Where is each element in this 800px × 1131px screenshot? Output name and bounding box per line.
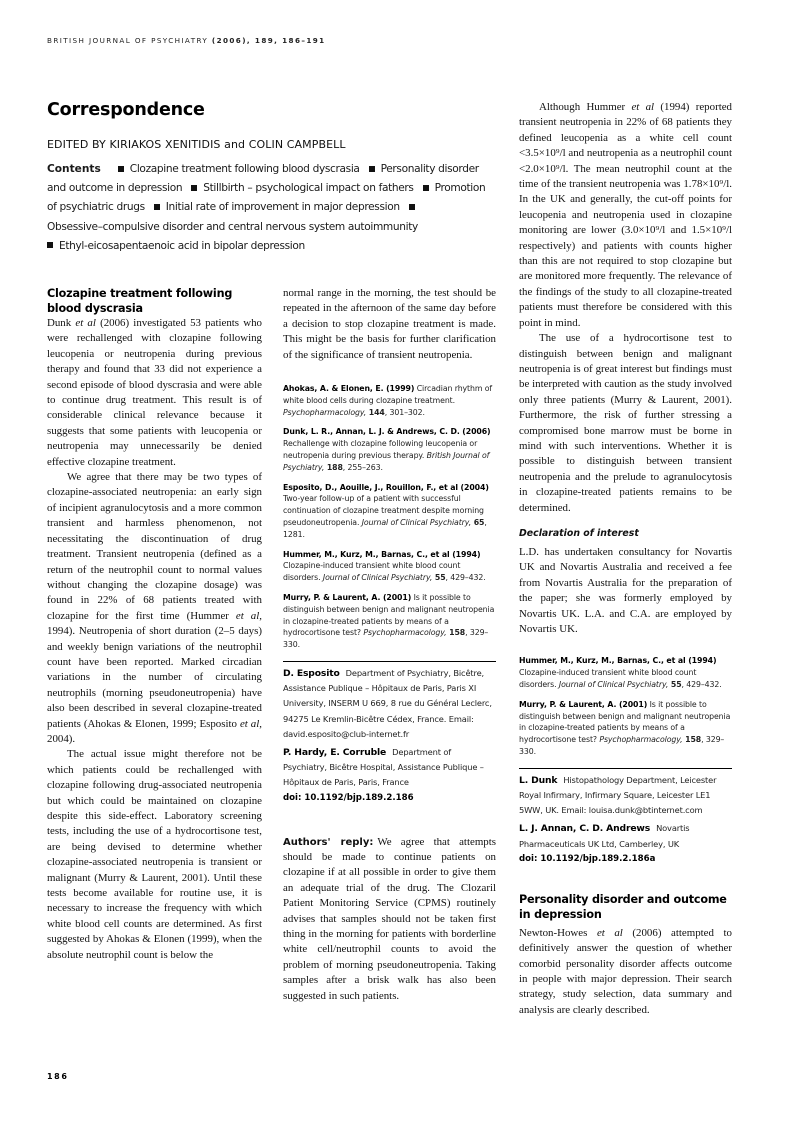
bullet-icon	[47, 242, 53, 248]
column-2	[283, 286, 496, 1004]
reply-label: Authors' reply:	[283, 836, 374, 848]
column-3	[519, 100, 732, 1018]
letter-paragraph: Newton-Howes et al (2006) attempted to definitively answer the question of whether comorbid personality disorder affects outcome in people with major depression. Their search strategy, study selection, data summary and analysis are clearly described.	[519, 926, 732, 1016]
editor-2: COLIN CAMPBELL	[248, 138, 346, 151]
letter-paragraph: normal range in the morning, the test should be repeated in the afternoon of the same day before a decision to stop clozapine treatment is made. This might be the basis for further clarification of the significance of transient neutropenia.	[283, 287, 496, 361]
contents-item[interactable]: Initial rate of improvement in major depression	[165, 201, 400, 214]
contents-item[interactable]: Promotion of psychiatric drugs	[47, 182, 486, 214]
declaration-text: L.D. has undertaken consultancy for Novartis UK and Novartis Australia and received a fee from Novartis Australia for the preparation of the paper; she was formerly employed by Novartis UK. L.A. and C.A. are employed by Novartis UK.	[519, 545, 732, 635]
reference-item: Hummer, M., Kurz, M., Barnas, C., et al (1994) Clozapine-induced transient white blood count disorders. Journal of Clinical Psychiatry, 55, 429–432.	[519, 656, 722, 689]
reference-item: Dunk, L. R., Annan, L. J. & Andrews, C. D. (2006) Rechallenge with clozapine following leucopenia or neutropenia during previous therapy. British Journal of Psychiatry, 188, 255–263.	[283, 427, 491, 472]
running-head	[47, 36, 326, 45]
contents-item[interactable]: Clozapine treatment following blood dyscrasia	[129, 163, 360, 175]
author-affiliation: L. Dunk Histopathology Department, Leicester Royal Infirmary, Infirmary Square, Leicester LE1 5WW, UK. Email: louisa.dunk@btinternet.com	[519, 774, 717, 816]
bullet-icon	[191, 185, 197, 191]
divider	[519, 768, 732, 769]
reference-item: Hummer, M., Kurz, M., Barnas, C., et al (1994) Clozapine-induced transient white blood count disorders. Journal of Clinical Psychiatry, 55, 429–432.	[283, 549, 486, 583]
column-1	[47, 286, 262, 963]
bullet-icon	[154, 204, 160, 210]
editors-and: and	[224, 138, 246, 151]
page-number: 186	[47, 1072, 69, 1081]
bullet-icon	[423, 185, 429, 191]
section-heading: Personality disorder and outcome in depression	[519, 892, 727, 921]
page-title: Correspondence	[47, 100, 205, 120]
reference-item: Ahokas, A. & Elonen, E. (1999) Circadian rhythm of white blood cells during clozapine treatment. Psychopharmacology, 144, 301–302.	[283, 384, 493, 417]
reply-paragraph: Authors' reply: We agree that attempts should be made to continue patients on clozapine if at all possible in order to give them an adequate trial of the drug. The Clozaril Patient Monitoring Service (CPMS) routinely advises that samples should not be taken first thing in the morning for patients with borderline white cell/neutrophil counts to avoid the problem of morning pseudoneutropenia. Taking samples after a brisk walk has also been suggested in such patients.	[283, 835, 497, 1002]
editors-line	[47, 138, 346, 151]
letter-paragraph: The actual issue might therefore not be which patients could be rechallenged with clozapine following drug-associated neutropenia but which could be maintained on clozapine despite this side-effect. Laboratory screening tests, including the use of a hydrocortisone test, are being devised to determine whether clozapine-associated neutropenia is transient or malignant (Murry & Laurent, 2001). Until these tests become available for routine use, it is necessary to increase the frequency with which white blood cell counts are determined. As first suggested by Ahokas & Elonen (1999), when the absolute neutrophil count is below the	[47, 748, 262, 961]
reference-item: Murry, P. & Laurent, A. (2001) Is it possible to distinguish between benign and malignant neutropenia in clozapine-treated patients by means of a hydrocortisone test? Psychopharmacology, 158, 329–330.	[283, 592, 495, 650]
reference-list	[519, 655, 732, 757]
bullet-icon	[369, 166, 375, 172]
reference-item: Murry, P. & Laurent, A. (2001) Is it possible to distinguish between benign and malignant neutropenia in clozapine-treated patients by means of a hydrocortisone test? Psychopharmacology, 158, 329–330.	[519, 699, 731, 756]
bullet-icon	[409, 204, 415, 210]
reply-paragraph: Although Hummer et al (1994) reported transient neutropenia in 22% of 68 patients they defined leucopenia as a white cell count <3.5×10⁹/l and neutropenia as a neutrophil count <2.0×10⁹/l. The mean neutrophil count at the time of the transient neutropenia was 1.78×10⁹/l. In the UK and generally, the cut-off points for leucopenia and neutropenia used in clozapine monitoring are lower (3.0×10⁹/l and 1.5×10⁹/l respectively) and patients with counts higher than this are not required to stop clozapine but are monitored more frequently. The relevance of the findings of the study to all clozapine-treated patients must therefore be considered with this point in mind.	[519, 101, 733, 329]
author-affiliation: L. J. Annan, C. D. Andrews Novartis Pharmaceuticals UK Ltd, Camberley, UK	[519, 823, 690, 849]
editor-1: EDITED BY KIRIAKOS XENITIDIS	[47, 138, 221, 151]
contents-list	[47, 160, 497, 256]
letter-paragraph: We agree that there may be two types of clozapine-associated neutropenia: an early sign of incipient agranulocytosis and a more common transient and harmless phenomenon, not necessitating the discontinuation of drug treatment. Transient neutropenia (defined as a return of the neutrophil count to normal values without changing the clozapine dosage) was found in 22% of 68 patients treated with clozapine for the first time (Hummer et al, 1994). Neutropenia of short duration (2–5 days) and weekly benign variations of the neutrophil count have been reported. Marked circadian variations in the number of circulating neutrophils (morning pseudoneutropenia) have also been described in several clozapine-treated patients (Ahokas & Elonen, 1999; Esposito et al, 2004).	[47, 471, 262, 745]
bullet-icon	[118, 166, 124, 172]
reference-item: Esposito, D., Aouille, J., Rouillon, F., et al (2004) Two-year follow-up of a patient with successful continuation of clozapine treatment despite morning pseudoneutropenia. Journal of Clinical Psychiatry, 65, 1281.	[283, 482, 489, 539]
doi-link[interactable]: doi: 10.1192/bjp.189.2.186	[283, 792, 414, 803]
contents-item[interactable]: Stillbirth – psychological impact on fathers	[203, 182, 414, 195]
reply-paragraph: The use of a hydrocortisone test to distinguish between benign and malignant neutropenia is of great interest but findings must be interpreted with caution as the study involved only three patients (Murry & Laurent, 2001). Furthermore, the risk of further stressing a compromised bone marrow must be borne in mind with such interventions. Whether it is possible to distinguish between transient neutropenia and the prelude to agranulocytosis in clozapine-treated patients remains to be determined.	[519, 332, 732, 514]
doi-link[interactable]: doi: 10.1192/bjp.189.2.186a	[519, 853, 656, 864]
contents-item[interactable]: Obsessive–compulsive disorder and central nervous system autoimmunity	[47, 220, 418, 233]
reference-list	[283, 383, 496, 651]
contents-label: Contents	[47, 163, 101, 175]
letter-paragraph: Dunk et al (2006) investigated 53 patients who were rechallenged with clozapine following leucopenia or neutropenia during previous therapy and found that 33 did not experience a second episode of blood dyscrasia and were able to continue drug treatment. This result is of considerable clinical relevance because it suggests that some patients with leucopenia or neutropenia may unnecessarily be denied effective clozapine treatment.	[47, 317, 262, 468]
divider	[283, 661, 496, 662]
journal-citation: (2006), 189, 186–191	[211, 36, 326, 45]
section-heading: Clozapine treatment following blood dyscrasia	[47, 287, 233, 315]
author-affiliation: D. Esposito Department of Psychiatry, Bicêtre, Assistance Publique – Hôpitaux de Paris, Paris XI University, INSERM U 669, 8 rue du Général Leclerc, 94275 Le Kremlin-Bicêtre Cédex, France. Email: david.esposito@club-internet.fr	[283, 667, 492, 739]
declaration-heading: Declaration of interest	[519, 527, 639, 539]
contents-item[interactable]: Ethyl-eicosapentaenoic acid in bipolar depression	[59, 239, 305, 252]
journal-name: BRITISH JOURNAL OF PSYCHIATRY	[47, 36, 209, 45]
contents-item[interactable]: Personality disorder and outcome in depression	[47, 163, 479, 195]
author-affiliation: P. Hardy, E. Corruble Department of Psychiatry, Bicêtre Hospital, Assistance Publique – Hôpitaux de Paris, Paris, France	[283, 746, 484, 788]
